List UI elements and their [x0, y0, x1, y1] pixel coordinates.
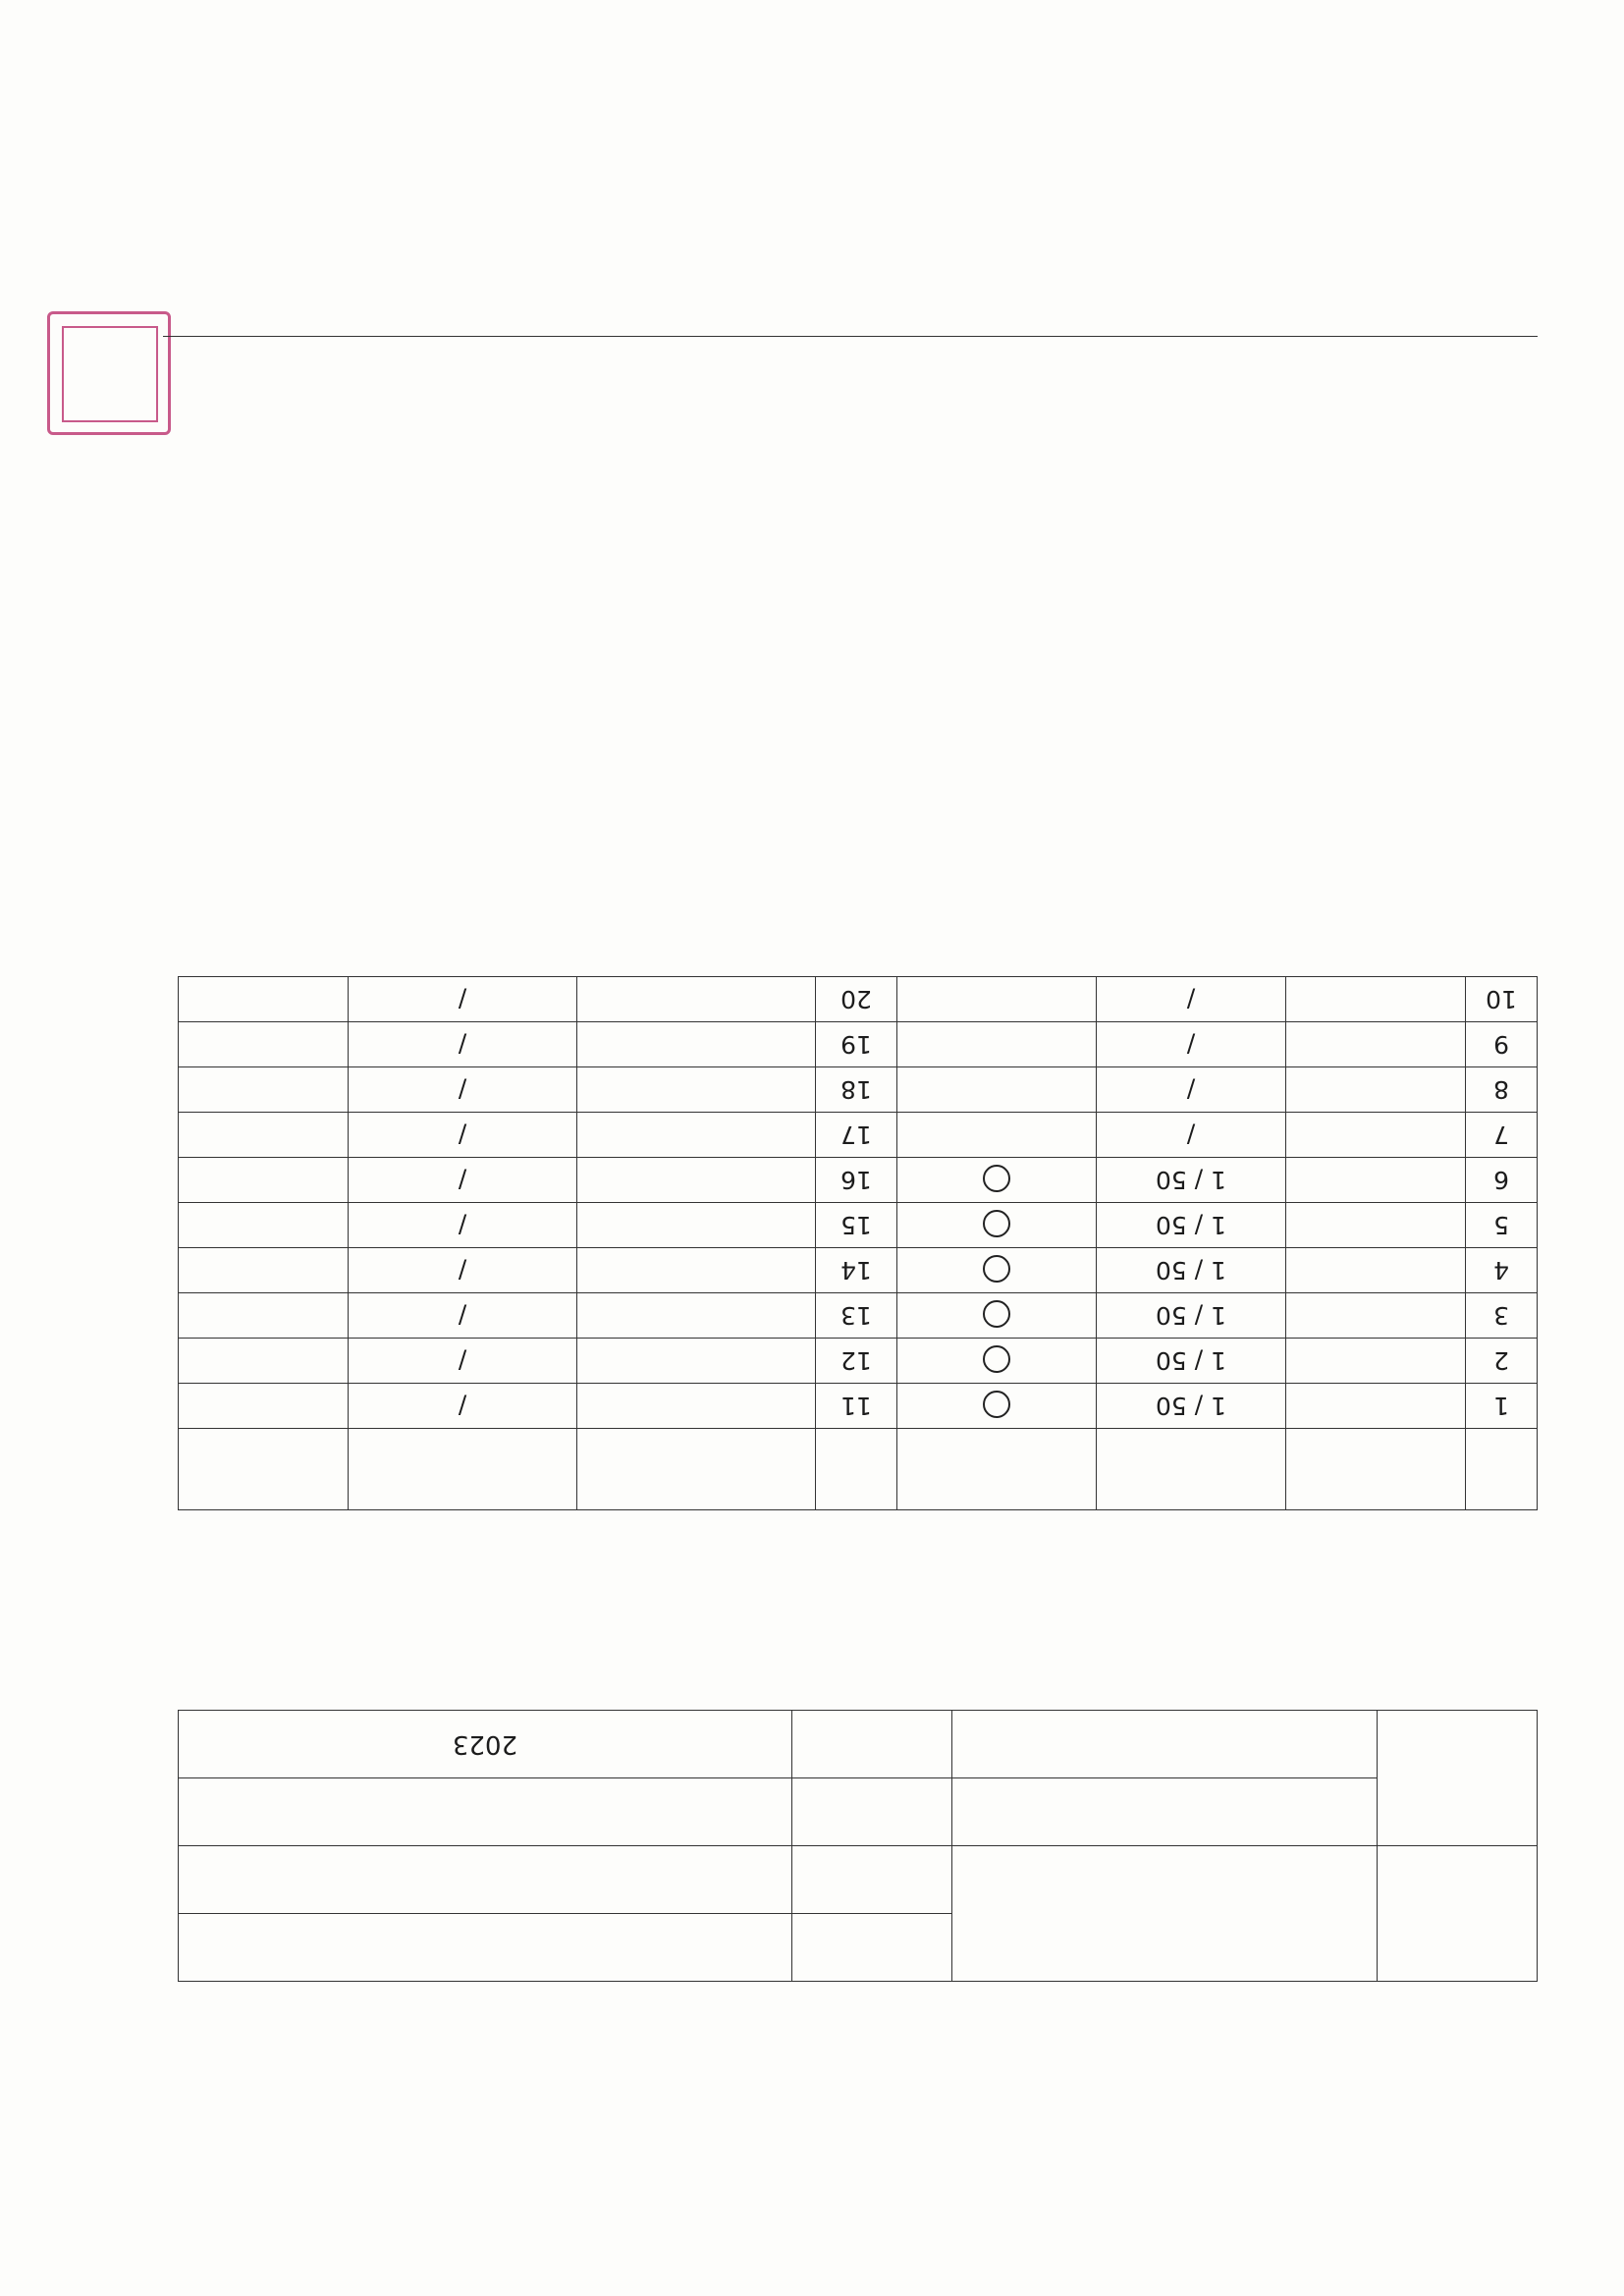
athlete-name [1286, 1022, 1466, 1067]
athlete-academic-status [897, 1067, 1097, 1113]
athlete-no: 17 [816, 1113, 897, 1158]
athlete-academic-status [179, 1293, 349, 1339]
athlete-no: 14 [816, 1248, 897, 1293]
athlete-participation: 1 / 50 [1097, 1203, 1286, 1248]
athlete-academic-status [897, 1293, 1097, 1339]
table-row [179, 1339, 1538, 1384]
athlete-no: 8 [1466, 1067, 1538, 1113]
athlete-no: 9 [1466, 1022, 1538, 1067]
athlete-academic-status [897, 1384, 1097, 1429]
athlete-participation: / [349, 1339, 577, 1384]
athlete-participation: / [349, 1113, 577, 1158]
athlete-academic-status [897, 1339, 1097, 1384]
athlete-name [1286, 977, 1466, 1022]
circle-mark-icon [983, 1166, 1010, 1193]
category-label [792, 1778, 952, 1846]
athlete-participation: / [349, 1022, 577, 1067]
athlete-participation: / [349, 1067, 577, 1113]
athlete-name [1286, 1203, 1466, 1248]
athlete-no: 3 [1466, 1293, 1538, 1339]
athlete-no: 18 [816, 1067, 897, 1113]
athlete-no: 2 [1466, 1339, 1538, 1384]
circle-mark-icon [983, 1392, 1010, 1419]
athlete-table [178, 976, 1538, 1510]
table-row [179, 1158, 1538, 1203]
col-name-right [577, 1429, 816, 1510]
athlete-name [1286, 1158, 1466, 1203]
circle-mark-icon [983, 1346, 1010, 1374]
circle-mark-icon [983, 1301, 1010, 1329]
athlete-participation: / [349, 977, 577, 1022]
sport-label [792, 1914, 952, 1982]
athlete-academic-status [179, 1248, 349, 1293]
table-row [179, 1022, 1538, 1067]
athlete-no: 16 [816, 1158, 897, 1203]
athlete-academic-status [179, 1067, 349, 1113]
athlete-participation: / [1097, 1022, 1286, 1067]
athlete-participation: / [1097, 1067, 1286, 1113]
table-row [179, 1203, 1538, 1248]
athlete-name [1286, 1293, 1466, 1339]
athlete-participation: 1 / 50 [1097, 1248, 1286, 1293]
sport-value [179, 1914, 792, 1982]
col-no-left [1466, 1429, 1538, 1510]
athlete-name [577, 1248, 816, 1293]
athlete-participation: 1 / 50 [1097, 1158, 1286, 1203]
athlete-participation: / [1097, 977, 1286, 1022]
athlete-name [577, 1022, 816, 1067]
athlete-name [577, 1158, 816, 1203]
athlete-academic-status [179, 977, 349, 1022]
athlete-no: 13 [816, 1293, 897, 1339]
athlete-name [1286, 1248, 1466, 1293]
athlete-participation: / [349, 1293, 577, 1339]
athlete-participation: / [349, 1158, 577, 1203]
athlete-academic-status [897, 1022, 1097, 1067]
circle-mark-icon [983, 1211, 1010, 1238]
athlete-academic-status [179, 1384, 349, 1429]
allowed-count-label [792, 1846, 952, 1914]
athlete-no: 6 [1466, 1158, 1538, 1203]
period-label [792, 1711, 952, 1778]
athlete-name [1286, 1339, 1466, 1384]
athlete-participation: / [349, 1203, 577, 1248]
athlete-no: 1 [1466, 1384, 1538, 1429]
col-name-left [1286, 1429, 1466, 1510]
category-value [179, 1778, 792, 1846]
athlete-academic-status [179, 1203, 349, 1248]
athlete-no: 5 [1466, 1203, 1538, 1248]
athlete-academic-status [179, 1022, 349, 1067]
athlete-academic-status [897, 1248, 1097, 1293]
athlete-participation: 1 / 50 [1097, 1384, 1286, 1429]
period-value [179, 1711, 792, 1778]
table-row [179, 977, 1538, 1022]
school-info-table [178, 1710, 1538, 1982]
athlete-participation: / [349, 1384, 577, 1429]
athlete-name [577, 1293, 816, 1339]
athlete-participation: / [1097, 1113, 1286, 1158]
athlete-no: 20 [816, 977, 897, 1022]
col-no-right [816, 1429, 897, 1510]
col-participation-left [1097, 1429, 1286, 1510]
circle-mark-icon [983, 1256, 1010, 1284]
athlete-no: 4 [1466, 1248, 1538, 1293]
period-year: 2023 [452, 1729, 518, 1759]
athlete-no: 12 [816, 1339, 897, 1384]
athlete-academic-status [897, 977, 1097, 1022]
table-row [179, 1067, 1538, 1113]
signature-rule [163, 336, 1538, 337]
athlete-name [1286, 1113, 1466, 1158]
athlete-academic-status [897, 1113, 1097, 1158]
official-seal-stamp [47, 311, 171, 435]
contact-person-label [1378, 1711, 1538, 1846]
contact-position [952, 1778, 1378, 1846]
athlete-no: 11 [816, 1384, 897, 1429]
athlete-no: 15 [816, 1203, 897, 1248]
athlete-name [1286, 1384, 1466, 1429]
col-academic-left [897, 1429, 1097, 1510]
table-row [179, 1384, 1538, 1429]
athlete-academic-status [179, 1339, 349, 1384]
athlete-participation: 1 / 50 [1097, 1293, 1286, 1339]
table-row [179, 1293, 1538, 1339]
athlete-name [577, 977, 816, 1022]
school-name [952, 1846, 1378, 1982]
contact-phone [952, 1711, 1378, 1778]
athlete-name [577, 1384, 816, 1429]
athlete-academic-status [897, 1158, 1097, 1203]
table-row [179, 1248, 1538, 1293]
athlete-no: 19 [816, 1022, 897, 1067]
athlete-name [577, 1113, 816, 1158]
athlete-no: 10 [1466, 977, 1538, 1022]
athlete-name [1286, 1067, 1466, 1113]
table-row [179, 1113, 1538, 1158]
athlete-academic-status [179, 1113, 349, 1158]
school-name-label [1378, 1846, 1538, 1982]
athlete-no: 7 [1466, 1113, 1538, 1158]
col-participation-right [349, 1429, 577, 1510]
athlete-academic-status [897, 1203, 1097, 1248]
athlete-academic-status [179, 1158, 349, 1203]
athlete-participation: / [349, 1248, 577, 1293]
athlete-name [577, 1067, 816, 1113]
athlete-name [577, 1339, 816, 1384]
allowed-count-value [179, 1846, 792, 1914]
athlete-table-header [179, 1429, 1538, 1510]
athlete-participation: 1 / 50 [1097, 1339, 1286, 1384]
col-academic-right [179, 1429, 349, 1510]
athlete-name [577, 1203, 816, 1248]
